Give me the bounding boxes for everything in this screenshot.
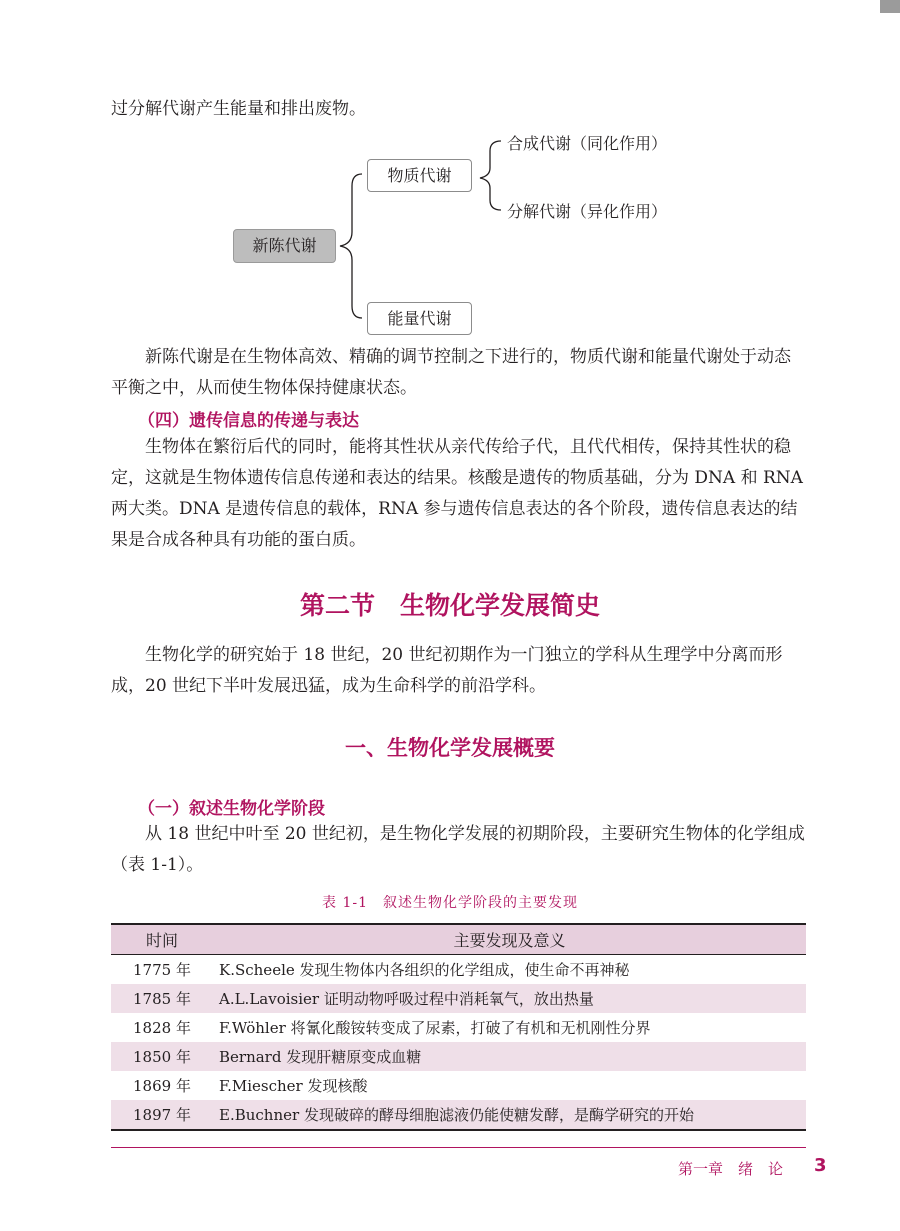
diagram-root: 新陈代谢 xyxy=(233,229,336,263)
paragraph-metabolism: 新陈代谢是在生物体高效、精确的调节控制之下进行的，物质代谢和能量代谢处于动态平衡之中，从而使生物体保持健康状态。 xyxy=(111,347,791,398)
discoveries-table xyxy=(111,923,806,1131)
table-row xyxy=(111,1013,806,1042)
table-caption: 表 1-1 叙述生物化学阶段的主要发现 xyxy=(322,895,578,911)
table-row xyxy=(111,984,806,1013)
diagram-branch-material: 物质代谢 xyxy=(367,159,472,192)
diagram-branch-energy: 能量代谢 xyxy=(367,302,472,335)
header-time: 时间 xyxy=(111,924,213,955)
row-year: 1869 年 xyxy=(133,1077,191,1095)
table-header-row xyxy=(111,924,806,955)
paragraph-history: 生物化学的研究始于 18 世纪，20 世纪初期作为一门独立的学科从生理学中分离而形成，20 世纪下半叶发展迅猛，成为生命科学的前沿学科。 xyxy=(111,645,783,696)
diagram-leaf-catabolism: 分解代谢（异化作用） xyxy=(507,202,668,221)
footer-rule xyxy=(111,1147,806,1148)
diagram-leaf-anabolism: 合成代谢（同化作用） xyxy=(507,134,668,153)
row-year: 1897 年 xyxy=(111,1100,213,1130)
subsection-title: 一、生物化学发展概要 xyxy=(345,736,555,760)
row-description: E.Buchner 发现破碎的酵母细胞滤液仍能使糖发酵，是酶学研究的开始 xyxy=(213,1100,806,1130)
table-row xyxy=(111,1071,806,1100)
row-description: K.Scheele 发现生物体内各组织的化学组成，使生命不再神秘 xyxy=(219,961,630,979)
row-year: 1828 年 xyxy=(133,1019,191,1037)
row-description: A.L.Lavoisier 证明动物呼吸过程中消耗氧气，放出热量 xyxy=(213,984,806,1013)
intro-line: 过分解代谢产生能量和排出废物。 xyxy=(111,99,366,119)
paragraph-stage: 从 18 世纪中叶至 20 世纪初，是生物化学发展的初期阶段，主要研究生物体的化学组成（表 1-1）。 xyxy=(111,824,805,875)
table-row xyxy=(111,1042,806,1071)
footer-chapter: 第一章 绪 论 xyxy=(678,1160,784,1178)
row-year: 1850 年 xyxy=(111,1042,213,1071)
section-title: 第二节 生物化学发展简史 xyxy=(299,591,600,620)
subhead-genetic-info: （四）遗传信息的传递与表达 xyxy=(138,411,359,431)
row-description: F.Miescher 发现核酸 xyxy=(219,1077,368,1095)
subhead-stage: （一）叙述生物化学阶段 xyxy=(138,799,325,819)
page-number: 3 xyxy=(814,1155,827,1176)
paragraph-genetic-info: 生物体在繁衍后代的同时，能将其性状从亲代传给子代，且代代相传，保持其性状的稳定，这就是生物体遗传信息传递和表达的结果。核酸是遗传的物质基础，分为 DNA 和 RNA 两大类。DNA 是遗传信息的载体，RNA 参与遗传信息表达的各个阶段，遗传信息表达的结果是合成各种具有功能的蛋白质。 xyxy=(111,437,803,550)
row-description: F.Wöhler 将氰化酸铵转变成了尿素，打破了有机和无机刚性分界 xyxy=(219,1019,651,1037)
row-year: 1785 年 xyxy=(111,984,213,1013)
row-year: 1775 年 xyxy=(133,961,191,979)
table-row xyxy=(111,955,806,985)
header-discovery: 主要发现及意义 xyxy=(213,924,806,955)
row-description: Bernard 发现肝糖原变成血糖 xyxy=(213,1042,806,1071)
table-row xyxy=(111,1100,806,1130)
